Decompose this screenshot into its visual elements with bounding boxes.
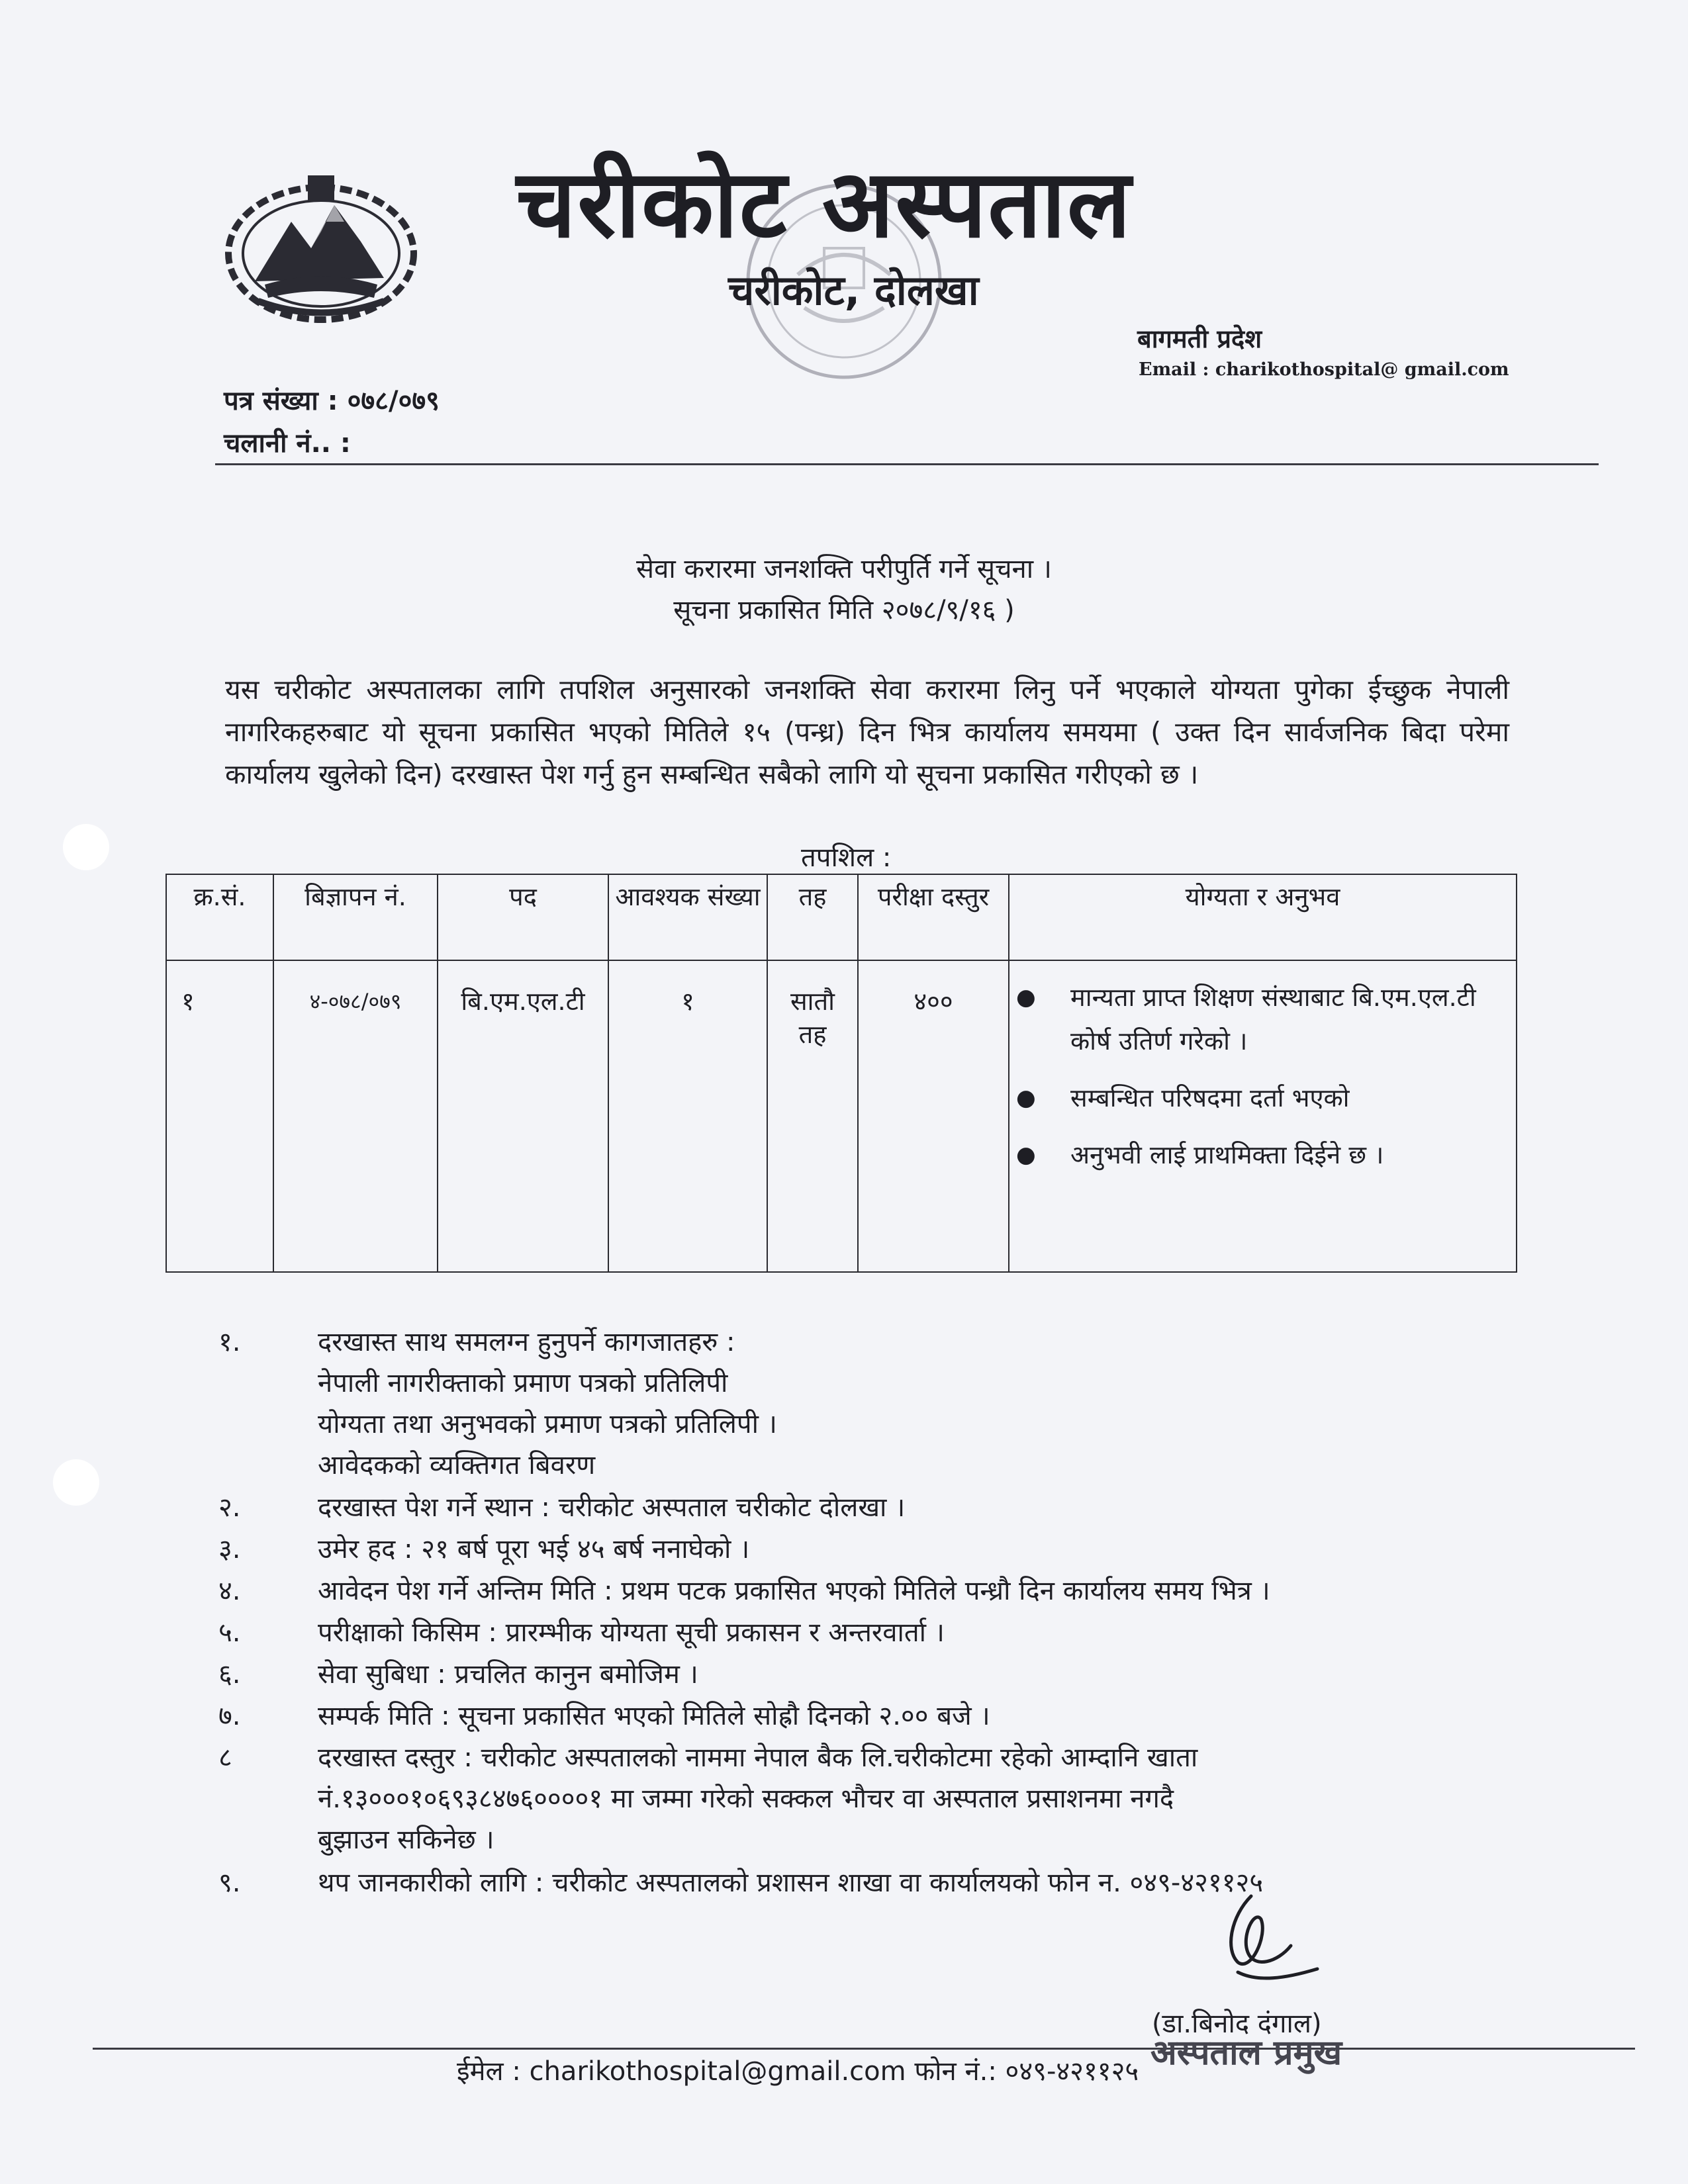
cell-sn: १ <box>166 960 273 1272</box>
cell-qualification <box>1009 960 1517 1272</box>
table-caption: तपशिल : <box>801 842 892 873</box>
requirement-text: दरखास्त साथ समलग्न हुनुपर्ने कागजातहरु : <box>318 1327 735 1357</box>
column-header-fee: परीक्षा दस्तुर <box>858 874 1009 960</box>
table-header-row <box>166 874 1517 960</box>
cell-level: सातौ तह <box>767 960 858 1272</box>
footer-divider <box>93 2048 1635 2050</box>
requirement-number: ८ <box>218 1743 232 1773</box>
requirement-number: ७. <box>218 1701 241 1731</box>
signatory-name: (डा.बिनोद दंगाल) <box>1152 2009 1322 2039</box>
requirement-text: बुझाउन सकिनेछ । <box>318 1825 494 1855</box>
table-row <box>166 960 1517 1272</box>
requirement-text: दरखास्त दस्तुर : चरीकोट अस्पतालको नाममा नेपाल बैक लि.चरीकोटमा रहेको आम्दानि खाता <box>318 1743 1198 1773</box>
qualification-list <box>1056 976 1496 1177</box>
requirement-number: ९. <box>218 1868 241 1898</box>
province-label: बागमती प्रदेश <box>1137 324 1262 353</box>
footer-contact: ईमेल : charikothospital@gmail.com फोन नं.: ०४९-४२११२५ <box>457 2056 1139 2087</box>
requirement-number: १. <box>218 1327 241 1357</box>
header-email: Email : charikothospital@ gmail.com <box>1139 359 1509 380</box>
hospital-address: चरीकोट, दोलखा <box>728 266 979 314</box>
cell-ad-no: ४-०७८/०७९ <box>273 960 438 1272</box>
column-header-ad-no: बिज्ञापन नं. <box>273 874 438 960</box>
chief-stamp: अस्पताल प्रमुख <box>1150 2033 1342 2073</box>
requirement-text: योग्यता तथा अनुभवको प्रमाण पत्रको प्रतिलिपी । <box>318 1409 777 1439</box>
dispatch-number: चलानी नं.. : <box>224 428 351 459</box>
requirement-text: उमेर हद : २१ बर्ष पूरा भई ४५ बर्ष ननाघेको । <box>318 1534 750 1565</box>
cell-fee: ४०० <box>858 960 1009 1272</box>
requirement-text: सम्पर्क मिति : सूचना प्रकासित भएको मितिले सोह्रौ दिनको २.०० बजे । <box>318 1701 990 1731</box>
punch-hole <box>53 1459 99 1506</box>
requirement-text: आवेदन पेश गर्ने अन्तिम मिति : प्रथम पटक प्रकासित भएको मितिले पन्ध्रौ दिन कार्यालय समय भित्र । <box>318 1576 1270 1606</box>
qualification-item: ● अनुभवी लाई प्राथमिक्ता दिईने छ । <box>1056 1133 1496 1177</box>
cell-required: १ <box>608 960 767 1272</box>
requirement-text: दरखास्त पेश गर्ने स्थान : चरीकोट अस्पताल चरीकोट दोलखा । <box>318 1492 906 1523</box>
column-header-qualification: योग्यता र अनुभव <box>1009 874 1517 960</box>
requirement-text: नं.१३०००१०६९३८४७६००००१ मा जम्मा गरेको सक्कल भौचर वा अस्पताल प्रसाशनमा नगदै <box>318 1784 1174 1814</box>
column-header-level: तह <box>767 874 858 960</box>
punch-hole <box>63 824 109 870</box>
column-header-required: आवश्यक संख्या <box>608 874 767 960</box>
requirement-number: ४. <box>218 1576 241 1606</box>
requirement-text: परीक्षाको किसिम : प्रारम्भीक योग्यता सूची प्रकासन र अन्तरवार्ता । <box>318 1617 945 1648</box>
column-header-post: पद <box>438 874 608 960</box>
requirement-number: ६. <box>218 1659 241 1690</box>
requirement-number: ३. <box>218 1534 241 1565</box>
notice-intro-paragraph: यस चरीकोट अस्पतालका लागि तपशिल अनुसारको जनशक्ति सेवा करारमा लिनु पर्ने भएकाले योग्यता पुगेका ईच्छुक नेपाली नागरिकहरुबाट यो सूचना प्रकासित भएको मितिले १५ (पन्ध्र) दिन भित्र कार्यालय समयमा ( उक्त दिन सार्वजनिक बिदा परेमा कार्यालय खुलेको दिन) दरखास्त पेश गर्नु हुन सम्बन्धित सबैको लागि यो सूचना प्रकासित गरीएको छ । <box>225 674 1509 790</box>
column-header-sn: क्र.सं. <box>166 874 273 960</box>
qualification-item: ● मान्यता प्राप्त शिक्षण संस्थाबाट बि.एम.एल.टी कोर्ष उतिर्ण गरेको । <box>1056 976 1496 1063</box>
nepal-emblem-icon <box>218 169 424 328</box>
requirement-text: सेवा सुबिधा : प्रचलित कानुन बमोजिम । <box>318 1659 698 1690</box>
requirement-text: आवेदकको व्यक्तिगत बिवरण <box>318 1450 596 1480</box>
requirement-number: २. <box>218 1492 241 1523</box>
hospital-title: चरीकोट अस्पताल <box>516 150 1133 259</box>
qualification-item: ● सम्बन्धित परिषदमा दर्ता भएको <box>1056 1076 1496 1120</box>
letter-number: पत्र संख्या : ०७८/०७९ <box>224 386 440 416</box>
requirement-text: थप जानकारीको लागि : चरीकोट अस्पतालको प्रशासन शाखा वा कार्यालयको फोन न. ०४९-४२११२५ <box>318 1868 1264 1898</box>
header-divider <box>215 463 1599 465</box>
requirement-number: ५. <box>218 1617 241 1648</box>
signature-icon <box>1211 1889 1324 1992</box>
notice-title: सेवा करारमा जनशक्ति परीपुर्ति गर्ने सूचना । <box>636 554 1052 584</box>
cell-post: बि.एम.एल.टी <box>438 960 608 1272</box>
notice-date: सूचना प्रकासित मिति २०७८/९/१६ ) <box>673 595 1015 625</box>
requirement-text: नेपाली नागरीक्ताको प्रमाण पत्रको प्रतिलिपी <box>318 1368 728 1398</box>
vacancy-table <box>165 874 1517 1273</box>
